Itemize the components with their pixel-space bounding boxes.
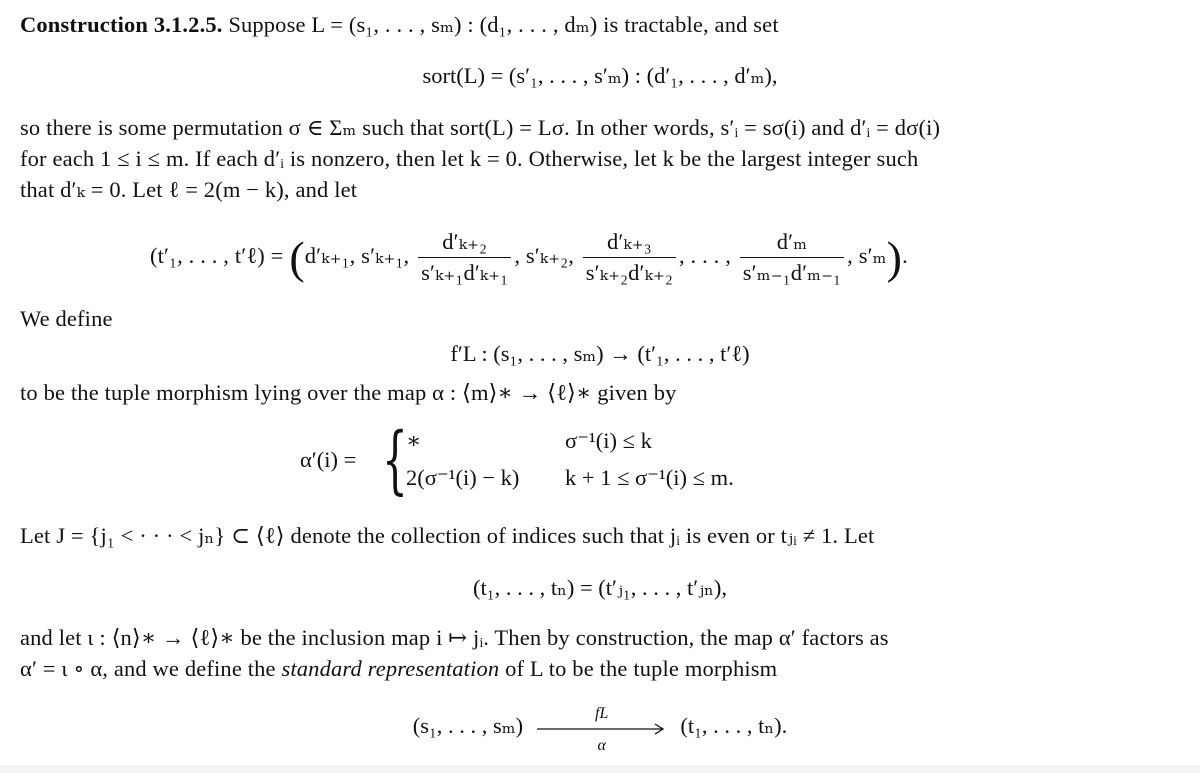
paragraph-1-line-3: that d′ₖ = 0. Let ℓ = 2(m − k), and let [20,177,358,202]
labeled-arrow [537,704,667,754]
paragraph-3: Let J = {j₁ < · · · < jₙ} ⊂ ⟨ℓ⟩ denote the collection of indices such that jᵢ is even or tⱼᵢ ≠ 1. Let [20,523,875,548]
tuple-last-term: , s′ₘ [847,243,887,268]
case-2-value: 2(σ⁻¹(i) − k) [406,465,520,490]
cases-brace: { [382,417,408,503]
f-prime-equation: f′L : (s₁, . . . , sₘ) → (t′₁, . . . , t′ℓ) [450,341,750,366]
construction-intro-line [20,11,779,39]
tuple-end: . [902,243,908,268]
fraction-3-numerator: d′ₘ [740,229,844,258]
case-2-condition: k + 1 ≤ σ⁻¹(i) ≤ m. [565,465,734,490]
final-rhs: (t₁, . . . , tₙ). [680,713,788,738]
left-paren: ( [289,231,305,283]
paragraph-4-before: α′ = ι ∘ α, and we define the [20,656,276,681]
construction-label: Construction 3.1.2.5. [20,12,223,37]
case-1-value: ∗ [406,428,422,453]
final-equation [0,704,1200,754]
tuple-lhs: (t′₁, . . . , t′ℓ) = [150,243,284,268]
cases-lhs: α′(i) = [300,447,357,472]
sort-equation: sort(L) = (s′₁, . . . , s′ₘ) : (d′₁, . . . , d′ₘ), [422,63,778,88]
fraction-3-denominator: s′ₘ₋₁d′ₘ₋₁ [742,260,842,286]
tuple-mid-term: , s′ₖ₊₂, [514,243,574,268]
fraction-3 [740,229,844,286]
paragraph-4-line-2 [20,655,777,683]
we-define-text: We define [20,306,113,331]
bottom-band [0,765,1200,773]
intro-text: Suppose L = (s₁, . . . , sₘ) : (d₁, . . . , dₘ) is tractable, and set [228,12,779,37]
tuple-first-terms: d′ₖ₊₁, s′ₖ₊₁, [304,243,410,268]
paragraph-4-after: of L to be the tuple morphism [505,656,778,681]
fraction-1-numerator: d′ₖ₊₂ [418,229,511,258]
fraction-1 [418,229,511,286]
fraction-2-denominator: s′ₖ₊₂d′ₖ₊₂ [585,260,673,286]
t-tuple-equation: (t₁, . . . , tₙ) = (t′ⱼ₁, . . . , t′ⱼₙ), [473,575,727,600]
standard-representation-term: standard representation [281,656,500,681]
right-paren: ) [886,231,903,283]
case-1-condition: σ⁻¹(i) ≤ k [565,428,652,453]
fraction-2 [583,229,676,286]
tuple-equation [150,226,908,286]
fraction-2-numerator: d′ₖ₊₃ [583,229,676,258]
paragraph-1-line-1: so there is some permutation σ ∈ Σₘ such that sort(L) = Lσ. In other words, s′ᵢ = sσ(i) and d′ᵢ = dσ(i) [20,115,941,140]
arrow-bottom-label: α [597,736,606,754]
paragraph-1-line-2: for each 1 ≤ i ≤ m. If each d′ᵢ is nonzero, then let k = 0. Otherwise, let k be the largest integer such [20,146,919,171]
paragraph-4-line-1: and let ι : ⟨n⟩∗ → ⟨ℓ⟩∗ be the inclusion map i ↦ jᵢ. Then by construction, the map α′ factors as [20,625,889,650]
arrow-top-label: fL [595,704,609,722]
fraction-1-denominator: s′ₖ₊₁d′ₖ₊₁ [421,260,509,286]
final-lhs: (s₁, . . . , sₘ) [412,713,524,738]
paragraph-2: to be the tuple morphism lying over the map α : ⟨m⟩∗ → ⟨ℓ⟩∗ given by [20,380,677,405]
tuple-dots: , . . . , [679,243,731,268]
